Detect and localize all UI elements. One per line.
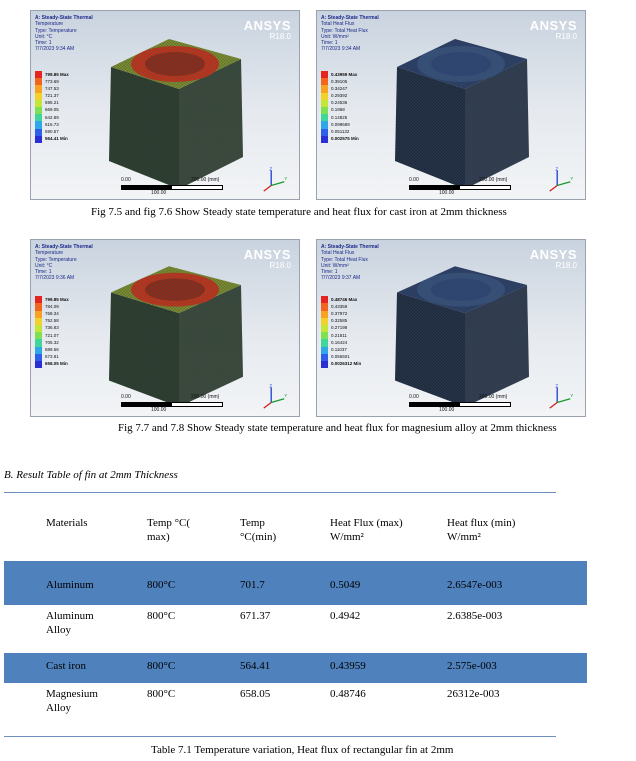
result-info-line: Unit: °C	[35, 33, 53, 40]
table-top-rule	[4, 492, 556, 493]
legend-value: 616.73	[45, 121, 59, 127]
scale-mid-label: 100.00	[439, 190, 455, 196]
legend-swatch	[321, 347, 328, 354]
svg-text:Z: Z	[269, 383, 273, 389]
legend-value: 0.24536	[331, 100, 348, 106]
legend-value: 0.29392	[331, 93, 348, 99]
table-row	[4, 683, 587, 721]
legend-swatch	[35, 347, 42, 354]
svg-text:Y: Y	[570, 175, 574, 181]
legend-swatch	[321, 129, 328, 136]
table-cell: 800°C	[147, 579, 176, 591]
legend-swatch	[35, 361, 42, 368]
legend-swatch	[321, 107, 328, 114]
ansys-result-panel	[316, 239, 586, 417]
legend-value: 695.21	[45, 100, 59, 106]
scale-mid-label: 100.00	[151, 190, 167, 196]
figure-caption-7-7-7-8: Fig 7.7 and 7.8 Show Steady state temperature and heat flux for magnesium alloy at 2mm thickness	[118, 422, 557, 434]
scale-bar	[409, 177, 539, 199]
result-info-line: Unit: °C	[35, 262, 53, 269]
figure-caption-7-5-7-6: Fig 7.5 and fig 7.6 Show Steady state temperature and heat flux for cast iron at 2mm thickness	[91, 206, 507, 218]
result-info-line: 7/7/2023 9:34 AM	[321, 46, 361, 53]
scale-left-label: 0.00	[121, 177, 131, 183]
analysis-title: A: Steady-State Thermal	[35, 15, 93, 21]
release-text: R18.0	[555, 261, 577, 270]
legend-swatch	[35, 339, 42, 346]
logo-text: ANSYS	[529, 18, 577, 33]
legend-value: 773.69	[45, 78, 59, 84]
legend-value: 0.051132	[331, 129, 350, 134]
result-header	[321, 15, 379, 53]
result-info-line: Temperature	[35, 250, 64, 257]
result-info-line: 7/7/2023 9:36 AM	[35, 275, 75, 282]
legend-value: 0.002575 Min	[331, 136, 359, 142]
legend-swatch	[35, 71, 42, 78]
legend-value: 752.58	[45, 318, 59, 324]
legend-swatch	[35, 332, 42, 339]
legend-value: 0.32585	[331, 318, 348, 324]
coordinate-triad-icon	[545, 165, 575, 193]
coordinate-triad-icon	[259, 165, 289, 193]
table-cell: 2.6547e-003	[447, 579, 503, 591]
section-heading: B. Result Table of fin at 2mm Thickness	[4, 469, 178, 481]
legend-swatch	[321, 303, 328, 310]
legend-swatch	[35, 311, 42, 318]
table-header-cell: Heat Flux (max) W/mm²	[330, 517, 403, 543]
logo-text: ANSYS	[243, 18, 291, 33]
legend-value: 689.56	[45, 347, 59, 353]
ansys-logo	[530, 248, 577, 270]
result-info-line: 7/7/2023 9:34 AM	[35, 46, 75, 53]
legend-swatch	[321, 85, 328, 92]
svg-text:Z: Z	[269, 166, 273, 172]
coordinate-triad-icon	[545, 382, 575, 410]
legend-value: 0.14825	[331, 114, 348, 120]
result-header	[321, 244, 379, 282]
result-info-line: Time: 1	[321, 269, 338, 276]
table-cell: 800°C	[147, 688, 176, 700]
legend-value: 747.53	[45, 85, 59, 91]
legend-value: 721.37	[45, 93, 59, 99]
release-text: R18.0	[269, 261, 291, 270]
ansys-result-panel	[30, 10, 300, 200]
result-info-line: Type: Total Heat Flux	[321, 27, 368, 34]
analysis-title: A: Steady-State Thermal	[321, 15, 379, 21]
scale-left-label: 0.00	[409, 394, 419, 400]
table-cell: Aluminum	[46, 579, 94, 591]
table-cell: 2.6385e-003	[447, 610, 503, 622]
legend-value: 642.89	[45, 114, 59, 120]
legend-value: 0.27198	[331, 325, 348, 331]
scale-right-label: 200.00 (mm)	[191, 394, 220, 400]
legend-value: 799.85 Max	[45, 296, 69, 302]
scale-bar	[121, 394, 251, 416]
ansys-result-panel	[316, 10, 586, 200]
legend-swatch	[321, 318, 328, 325]
legend-value: 0.43359	[331, 303, 348, 309]
legend-value: 0.056501	[331, 354, 350, 360]
scale-bar	[121, 177, 251, 199]
result-info-line: Type: Temperature	[35, 256, 77, 263]
legend-swatch	[35, 136, 42, 143]
legend-value: 673.81	[45, 354, 59, 360]
scale-bar	[409, 394, 539, 416]
legend-swatch	[321, 78, 328, 85]
table-header-row	[4, 503, 587, 543]
legend-swatch	[321, 339, 328, 346]
legend-swatch	[321, 100, 328, 107]
legend-value: 784.09	[45, 303, 59, 309]
legend-value: 564.41 Min	[45, 136, 68, 142]
legend-swatch	[321, 325, 328, 332]
legend-value: 721.07	[45, 332, 59, 338]
table-cell: 0.48746	[330, 688, 366, 700]
result-info-line: Time: 1	[35, 269, 52, 276]
scale-bar-graphic	[121, 185, 223, 190]
result-info-line: Unit: W/mm²	[321, 33, 349, 40]
logo-text: ANSYS	[243, 247, 291, 262]
ansys-logo	[244, 19, 291, 41]
legend-value: 736.83	[45, 325, 59, 331]
result-info-line: Type: Temperature	[35, 27, 77, 34]
legend-swatch	[321, 71, 328, 78]
legend-swatch	[35, 100, 42, 107]
legend-value: 0.099689	[331, 121, 350, 127]
result-info-line: Total Heat Flux	[321, 250, 355, 257]
legend-swatch	[321, 121, 328, 128]
svg-text:Y: Y	[570, 392, 574, 398]
table-cell: 0.5049	[330, 579, 361, 591]
scale-bar-graphic	[409, 402, 511, 407]
svg-text:Z: Z	[555, 383, 559, 389]
svg-text:Y: Y	[284, 392, 288, 398]
scale-right-label: 200.00 (mm)	[479, 394, 508, 400]
analysis-title: A: Steady-State Thermal	[321, 244, 379, 250]
legend-swatch	[35, 354, 42, 361]
legend-value: 0.48746 Max	[331, 296, 358, 302]
scale-mid-label: 100.00	[439, 407, 455, 413]
legend-swatch	[35, 78, 42, 85]
table-row	[4, 653, 587, 683]
coordinate-triad-icon	[259, 382, 289, 410]
result-info-line: Total Heat Flux	[321, 21, 355, 28]
legend-value: 0.21811	[331, 332, 347, 338]
table-header-cell: Temp °C(min)	[240, 517, 277, 543]
legend-swatch	[35, 318, 42, 325]
table-cell: Magnesium Alloy	[46, 688, 98, 714]
table-bottom-rule	[4, 736, 556, 737]
scale-bar-graphic	[121, 402, 223, 407]
result-info-line: Time: 1	[321, 40, 338, 47]
result-info-line: Unit: W/mm²	[321, 262, 349, 269]
legend-swatch	[321, 93, 328, 100]
table-cell: 800°C	[147, 610, 176, 622]
result-header	[35, 15, 93, 53]
legend-swatch	[35, 325, 42, 332]
legend-swatch	[321, 354, 328, 361]
legend-value: 705.32	[45, 339, 59, 345]
legend-value: 799.85 Max	[45, 71, 69, 77]
analysis-title: A: Steady-State Thermal	[35, 244, 93, 250]
scale-right-label: 200.00 (mm)	[191, 177, 220, 183]
legend-swatch	[35, 107, 42, 114]
release-text: R18.0	[269, 32, 291, 41]
scale-left-label: 0.00	[121, 394, 131, 400]
legend-value: 658.05 Min	[45, 361, 68, 367]
legend-value: 0.37972	[331, 311, 348, 317]
legend-value: 0.43959 Max	[331, 71, 358, 77]
legend-swatch	[321, 311, 328, 318]
table-header-cell: Materials	[46, 517, 88, 529]
svg-text:Y: Y	[284, 175, 288, 181]
table-caption: Table 7.1 Temperature variation, Heat flux of rectangular fin at 2mm	[151, 744, 454, 756]
table-cell: 658.05	[240, 688, 271, 700]
result-header	[35, 244, 93, 282]
ansys-logo	[244, 248, 291, 270]
result-info-line: Temperature	[35, 21, 64, 28]
scale-mid-label: 100.00	[151, 407, 167, 413]
table-cell: 800°C	[147, 660, 176, 672]
table-row	[4, 605, 587, 653]
logo-text: ANSYS	[529, 247, 577, 262]
ansys-logo	[530, 19, 577, 41]
table-cell: 0.43959	[330, 660, 366, 672]
legend-swatch	[321, 136, 328, 143]
legend-swatch	[35, 121, 42, 128]
legend-value: 0.11037	[331, 347, 347, 353]
legend-value: 0.34247	[331, 85, 348, 91]
legend-swatch	[321, 296, 328, 303]
legend-swatch	[321, 361, 328, 368]
legend-swatch	[35, 114, 42, 121]
legend-value: 590.57	[45, 129, 59, 134]
table-cell: Aluminum Alloy	[46, 610, 94, 636]
table-cell: 0.4942	[330, 610, 361, 622]
release-text: R18.0	[555, 32, 577, 41]
legend-swatch	[35, 129, 42, 136]
scale-right-label: 200.00 (mm)	[479, 177, 508, 183]
legend-value: 768.34	[45, 311, 59, 317]
result-info-line: Type: Total Heat Flux	[321, 256, 368, 263]
table-row	[4, 561, 587, 605]
svg-text:Z: Z	[555, 166, 559, 172]
legend-value: 669.05	[45, 107, 59, 113]
result-info-line: Time: 1	[35, 40, 52, 47]
legend-value: 0.0026312 Min	[331, 361, 362, 367]
table-cell: 701.7	[240, 579, 265, 591]
table-cell: Cast iron	[46, 660, 87, 672]
legend-swatch	[321, 332, 328, 339]
result-info-line: 7/7/2023 9:37 AM	[321, 275, 361, 282]
table-header-cell: Temp °C( max)	[147, 517, 191, 543]
legend-value: 0.39105	[331, 78, 348, 84]
table-cell: 671.37	[240, 610, 271, 622]
table-cell: 564.41	[240, 660, 271, 672]
legend-swatch	[35, 296, 42, 303]
legend-swatch	[35, 85, 42, 92]
legend-swatch	[35, 93, 42, 100]
table-header-cell: Heat flux (min) W/mm²	[447, 517, 516, 543]
scale-bar-graphic	[409, 185, 511, 190]
legend-swatch	[321, 114, 328, 121]
legend-value: 0.1968	[331, 107, 345, 113]
legend-swatch	[35, 303, 42, 310]
table-cell: 2.575e-003	[447, 660, 497, 672]
legend-value: 0.16424	[331, 339, 348, 345]
ansys-result-panel	[30, 239, 300, 417]
scale-left-label: 0.00	[409, 177, 419, 183]
table-cell: 26312e-003	[447, 688, 500, 700]
